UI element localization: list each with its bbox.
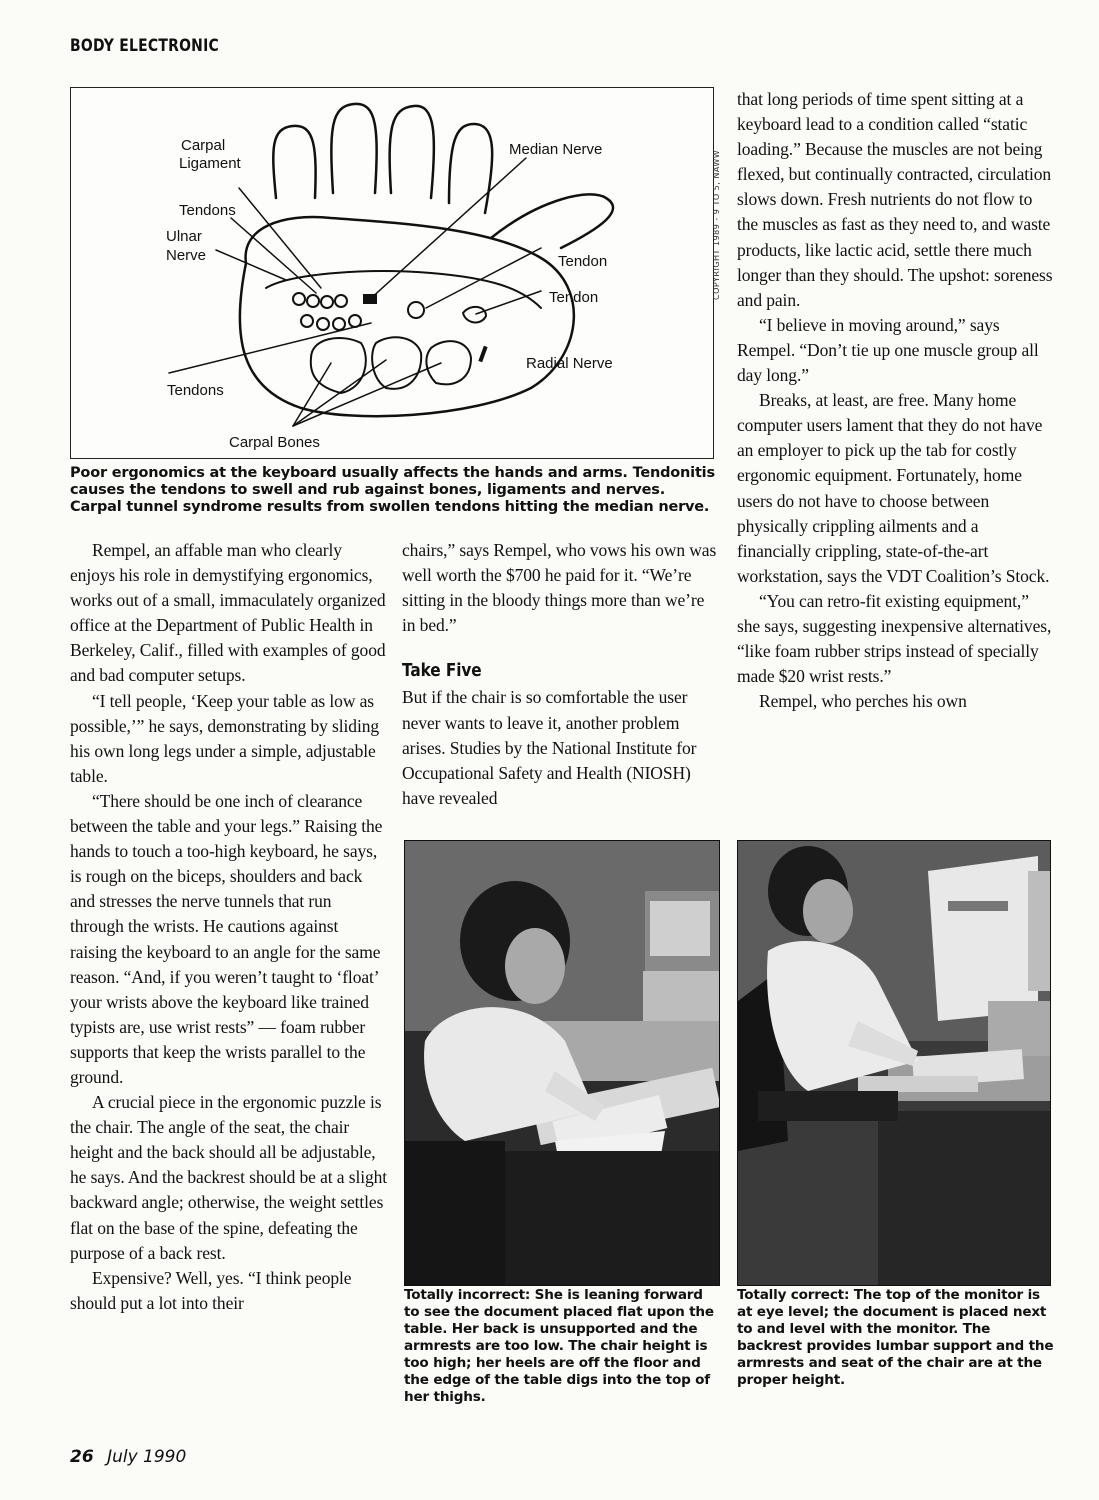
section-title: BODY ELECTRONIC — [70, 36, 220, 56]
label-carpal: Carpal — [181, 137, 226, 154]
label-median-nerve: Median Nerve — [509, 141, 603, 158]
article-column-1 — [70, 538, 388, 1316]
paragraph: Rempel, who perches his own — [759, 691, 967, 712]
paragraph: “There should be one inch of clearance between the table and your legs.” Raising the hands to touch a too-high keyboard, he says, is rough on the biceps, shoulders and back and stresses the nerve tunnels that run through the wrists. He cautions against raising the keyboard to an angle for the same reason. “And, if you weren’t taught to ‘float’ your wrists above the keyboard like trained typists are, use wrist rests” — foam rubber supports that keep the wrists parallel to the ground. — [70, 790, 383, 1087]
photo-caption-incorrect: Totally incorrect: She is leaning forward to see the document placed flat upon the table. Her back is unsupported and the armrests are too low. The chair height is too high; her heels are off the floor and the edge of the table digs into the top of her thighs. — [404, 1287, 714, 1405]
finger-1 — [273, 126, 315, 198]
label-carpal-bones: Carpal Bones — [229, 434, 320, 451]
paragraph: that long periods of time spent sitting at a keyboard lead to a condition called “static loading.” Because the muscles are not being flexed, but continually contracted, circulation slows down. Fresh nutrients do not flow to the muscles as fast as they need to, and waste products, like lactic acid, settle there much longer than they should. The upshot: soreness and pain. — [737, 89, 1053, 310]
label-radial-nerve: Radial Nerve — [526, 355, 613, 372]
photo-correct-posture — [737, 840, 1051, 1286]
hand-diagram — [71, 88, 715, 460]
subhead-take-five: Take Five — [402, 660, 482, 682]
photo-incorrect-posture — [404, 840, 720, 1286]
article-column-3 — [737, 87, 1055, 714]
paragraph: chairs,” says Rempel, who vows his own was well worth the $700 he paid for it. “We’re sitting in the bloody things more than we’re in bed.” — [402, 540, 717, 636]
paragraph: Rempel, an affable man who clearly enjoys his role in demystifying ergonomics, works out of a small, immaculately organized office at the Department of Public Health in Berkeley, Calif., filled with examples of good and bad computer setups. — [70, 540, 386, 686]
thumb — [491, 194, 613, 248]
paragraph: “I tell people, ‘Keep your table as low as possible,’” he says, demonstrating by sliding his own long legs under a simple, adjustable table. — [70, 690, 380, 786]
label-ulnar: Ulnar — [166, 228, 202, 245]
finger-4 — [449, 124, 492, 213]
paragraph: But if the chair is so comfortable the user never wants to leave it, another problem arises. Studies by the National Institute for Occupational Safety and Health (NIOSH) have revealed — [402, 687, 697, 808]
page-number: 26 — [70, 1447, 94, 1467]
label-tendon-1: Tendon — [558, 253, 608, 270]
paragraph: Expensive? Well, yes. “I think people should put a lot into their — [70, 1267, 352, 1313]
finger-3 — [390, 106, 434, 198]
paragraph: “I believe in moving around,” says Rempel. “Don’t tie up one muscle group all day long.” — [737, 314, 1039, 386]
photo-caption-correct: Totally correct: The top of the monitor is at eye level; the document is placed next to and level with the monitor. The backrest provides lumbar support and the armrests and seat of the chair are at the proper height. — [737, 1287, 1054, 1388]
finger-2 — [331, 104, 376, 193]
paragraph: “You can retro-fit existing equipment,” she says, suggesting inexpensive alternatives, “like foam rubber strips instead of specially made $20 wrist rests.” — [737, 590, 1052, 687]
radial-nerve-mark — [478, 346, 487, 362]
label-nerve: Nerve — [166, 247, 207, 264]
label-tendons-bottom: Tendons — [167, 382, 224, 399]
paragraph: A crucial piece in the ergonomic puzzle is the chair. The angle of the seat, the chair height and the back should all be adjustable, he says. And the backrest should be at a slight backward angle; otherwise, the weight settles flat on the base of the spine, defeating the purpose of a back rest. — [70, 1092, 388, 1263]
paragraph: Breaks, at least, are free. Many home computer users lament that they do not have an employer to pick up the tab for costly ergonomic equipment. Fortunately, home users do not have to choose between physically crippling ailments and a financially crippling, state-of-the-art workstation, says the VDT Coalition’s Stock. — [737, 390, 1050, 586]
issue-date: July 1990 — [107, 1447, 187, 1467]
copyright-notice: COPYRIGHT 1989 - 9 TO 5, NAWW — [712, 149, 721, 300]
label-tendons-top: Tendons — [179, 202, 236, 219]
hand-anatomy-figure — [70, 87, 714, 459]
page-footer — [70, 1447, 186, 1467]
article-column-2 — [402, 538, 720, 811]
figure-caption: Poor ergonomics at the keyboard usually affects the hands and arms. Tendonitis causes the tendons to swell and rub against bones, ligaments and nerves. Carpal tunnel syndrome results from swollen tendons hitting the median nerve. — [70, 465, 715, 515]
median-nerve-mark — [363, 294, 377, 304]
label-tendon-2: Tendon — [549, 289, 599, 306]
label-ligament: Ligament — [179, 155, 241, 172]
